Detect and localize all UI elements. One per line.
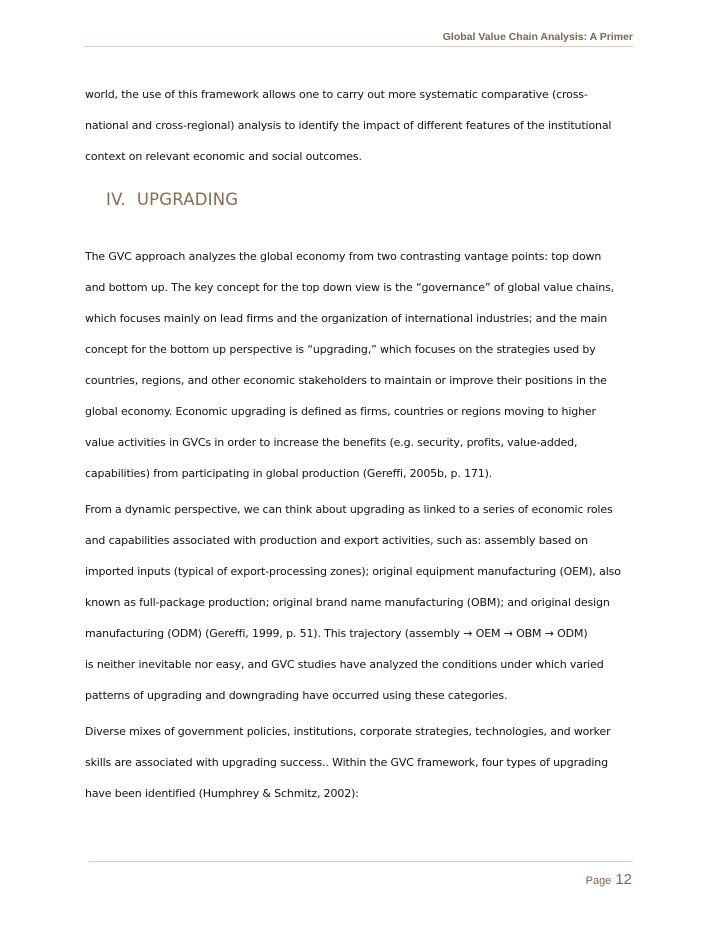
- text-fragment: OBM: [512, 627, 545, 640]
- intro-paragraph: [85, 79, 645, 172]
- trajectory-line: [85, 618, 645, 649]
- text-line: imported inputs (typical of export-processing zones); original equipment manufacturing (OEM), also: [85, 565, 621, 578]
- text-line: is neither inevitable nor easy, and GVC studies have analyzed the conditions under which varied: [85, 658, 604, 671]
- page-number: 12: [615, 871, 632, 888]
- text-line: known as full-package production; original brand name manufacturing (OBM); and original design: [85, 596, 610, 609]
- text-line: The GVC approach analyzes the global economy from two contrasting vantage points: top down: [85, 250, 602, 263]
- text-line: Diverse mixes of government policies, institutions, corporate strategies, technologies, and worker: [85, 725, 611, 738]
- text-line: patterns of upgrading and downgrading have occurred using these categories.: [85, 689, 508, 702]
- header-title: Global Value Chain Analysis: A Primer: [442, 31, 633, 43]
- text-fragment: OEM: [472, 627, 504, 640]
- section-heading: [106, 190, 238, 209]
- page-number-block: [586, 871, 632, 889]
- text-line: concept for the bottom up perspective is “upgrading,” which focuses on the strategies used by: [85, 343, 596, 356]
- arrow-right-icon: →: [503, 627, 513, 640]
- paragraph-diverse-mixes: [85, 716, 645, 809]
- text-line: capabilities) from participating in global production (Gereffi, 2005b, p. 171).: [85, 467, 493, 480]
- text-line: global economy. Economic upgrading is defined as firms, countries or regions moving to higher: [85, 405, 596, 418]
- header-divider: [84, 46, 633, 47]
- text-line: and bottom up. The key concept for the top down view is the “governance” of global value chains,: [85, 281, 615, 294]
- text-line: have been identified (Humphrey & Schmitz, 2002):: [85, 787, 359, 800]
- arrow-right-icon: →: [544, 627, 554, 640]
- section-number: IV.: [106, 190, 126, 209]
- text-line: countries, regions, and other economic stakeholders to maintain or improve their positions in the: [85, 374, 607, 387]
- arrow-right-icon: →: [463, 627, 473, 640]
- text-line: world, the use of this framework allows one to carry out more systematic comparative (cross-: [85, 88, 588, 101]
- paragraph-dynamic-perspective: [85, 494, 645, 711]
- text-line: skills are associated with upgrading success.. Within the GVC framework, four types of upgrading: [85, 756, 608, 769]
- text-line: national and cross-regional) analysis to identify the impact of different features of the institutional: [85, 119, 612, 132]
- section-title: UPGRADING: [136, 190, 239, 209]
- text-line: which focuses mainly on lead firms and the organization of international industries; and the main: [85, 312, 608, 325]
- paragraph-gvc-approach: [85, 241, 645, 489]
- footer-divider: [89, 861, 633, 862]
- text-line: and capabilities associated with production and export activities, such as: assembly based on: [85, 534, 588, 547]
- text-fragment: ODM): [553, 627, 588, 640]
- text-line: From a dynamic perspective, we can think about upgrading as linked to a series of economic roles: [85, 503, 613, 516]
- text-line: value activities in GVCs in order to increase the benefits (e.g. security, profits, value-added,: [85, 436, 578, 449]
- page-label: Page: [585, 875, 612, 887]
- text-line: context on relevant economic and social outcomes.: [85, 150, 362, 163]
- text-fragment: manufacturing (ODM) (Gereffi, 1999, p. 51). This trajectory (assembly: [85, 627, 464, 640]
